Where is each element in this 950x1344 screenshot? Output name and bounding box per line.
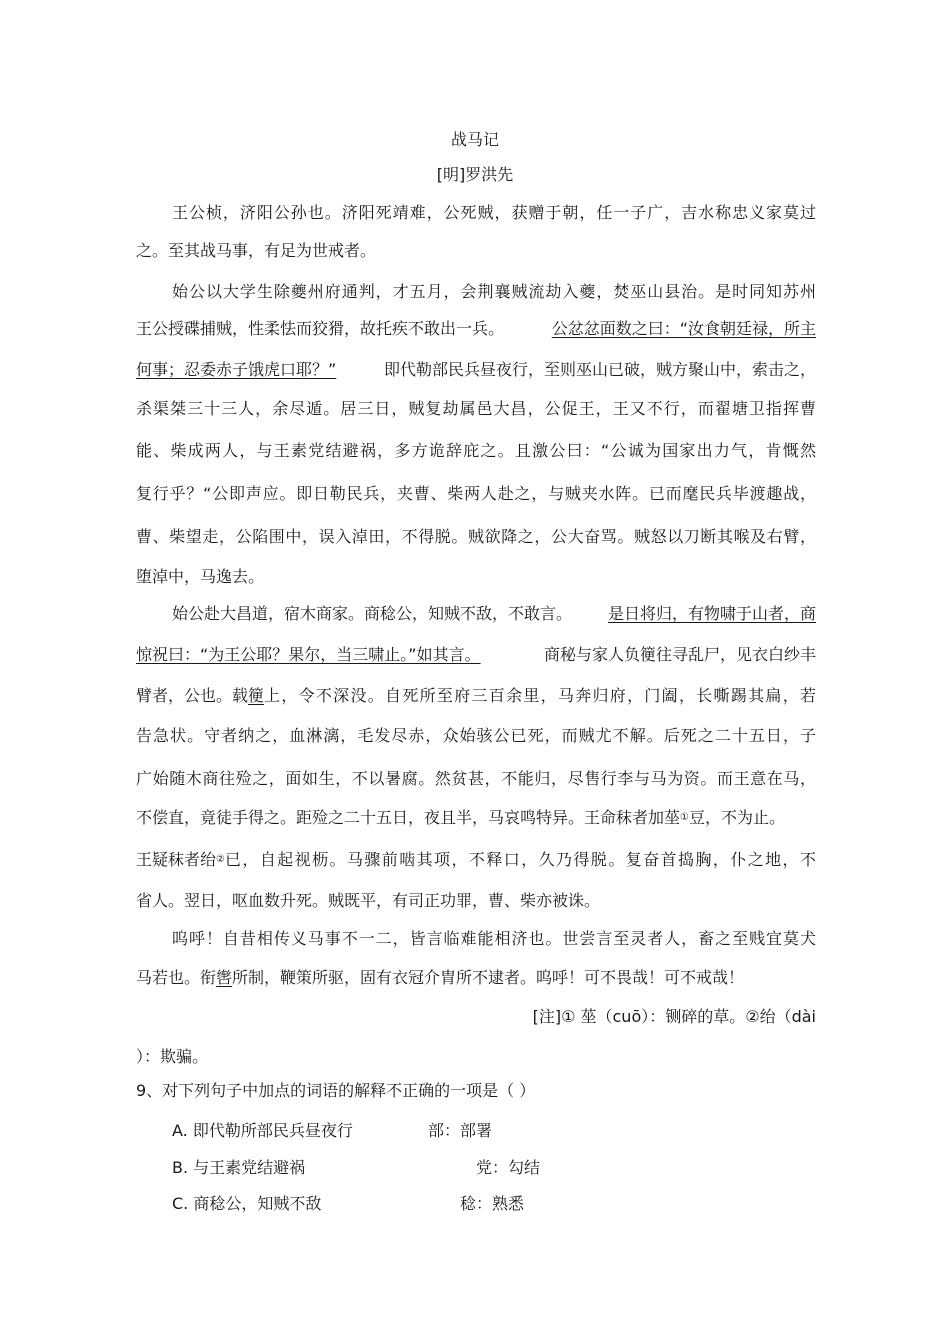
option-a-sentence: A. 即代勒所部民兵昼夜行 — [172, 1121, 353, 1140]
footnote: [注]① 莝（cuō）：铡碎的草。②绐（dài — [532, 1007, 816, 1026]
option-c-gloss: 稔：熟悉 — [460, 1194, 525, 1213]
paragraph-1-line-1: 王公桢，济阳公孙也。济阳死靖难，公死贼，获赠于朝，任一子广，吉水称忠义家莫过 — [172, 203, 816, 222]
underlined-sentence: 公忿忿面数之曰：“汝食朝廷禄，所主 — [551, 319, 816, 338]
paragraph-4-line-1: 呜呼！自昔相传义马事不一二，皆言临难能相济也。世尝言至灵者人，畜之至贱宜莫犬 — [172, 929, 816, 948]
paragraph-4-line-2-text-a: 马若也。衔 — [136, 968, 217, 987]
paragraph-3-line-6 — [136, 807, 816, 829]
paragraph-2-line-2-text: 王公授碟捕贼，性柔怯而狡猾，故托疾不敢出一兵。 — [136, 319, 505, 338]
option-b-sentence: B. 与王素党结避祸 — [172, 1158, 306, 1177]
option-b-gloss: 党：勾结 — [476, 1158, 541, 1177]
paragraph-4-line-2-text-b: 所制，鞭策所驱，固有衣冠介胄所不逮者。呜呼！可不畏哉！可不戒哉！ — [232, 968, 745, 987]
underlined-word: 箯 — [248, 686, 265, 705]
paragraph-2-line-5: 能、柴成两人，与王素党结避祸，多方诡辞庇之。且激公曰：“公诚为国家出力气，肯慨然 — [136, 441, 816, 460]
underlined-sentence: 惊祝曰：“为王公耶？果尔，当三啸止。”如其言。 — [136, 645, 481, 664]
paragraph-4-line-2 — [136, 967, 816, 989]
article-title: 战马记 — [450, 130, 499, 149]
option-a-gloss: 部：部署 — [428, 1121, 493, 1140]
paragraph-3-line-4: 告急状。守者纳之，血淋漓，毛发尽赤，众始骇公已死，而贼尤不解。后死之二十五日，子 — [136, 726, 816, 745]
paragraph-3-line-2-text: 商秘与家人负箯往寻乱尸，见衣白纱丰 — [543, 645, 816, 664]
paragraph-2-line-2 — [136, 318, 816, 340]
question-stem: 9、对下列句子中加点的词语的解释不正确的一项是（ ） — [136, 1081, 536, 1100]
paragraph-3-line-1-text: 始公赴大昌道，宿木商家。商稔公，知贼不敌，不敢言。 — [172, 604, 573, 623]
footnote-marker-2: ② — [216, 854, 225, 865]
option-c-sentence: C. 商稔公，知贼不敌 — [172, 1194, 322, 1213]
paragraph-2-line-6: 复行乎？“公即声应。即日勒民兵，夹曹、柴两人赴之，与贼夹水阵。已而麾民兵毕渡趣战， — [136, 484, 816, 503]
paragraph-3-line-3-text-b: 上，令不深没。自死所至府三百余里，马奔归府，门阖，长嘶踢其扁，若 — [264, 686, 816, 705]
paragraph-3-line-3 — [136, 685, 816, 707]
paragraph-3-line-5: 广始随木商往殓之，面如生，不以暑腐。然贫甚，不能归，尽售行李与马为资。而王意在马， — [136, 769, 816, 788]
paragraph-3-line-3-text-a: 臂者，公也。载 — [136, 686, 249, 705]
paragraph-3-line-1 — [172, 603, 816, 625]
paragraph-3-line-2 — [136, 644, 816, 666]
paragraph-3-line-7-text-a: 王疑秣者绐 — [136, 850, 217, 869]
paragraph-1-line-2: 之。至其战马事，有足为世戒者。 — [136, 241, 377, 260]
paragraph-2-line-3-text: 即代勒部民兵昼夜行，至则巫山已破，贼方聚山中，索击之， — [383, 360, 816, 379]
paragraph-2-line-7: 曹、柴望走，公陷围中，误入淖田，不得脱。贼欲降之，公大奋骂。贼怒以刀断其喉及右臂， — [136, 527, 816, 546]
paragraph-2-line-4: 杀渠桀三十三人，余尽遁。居三日，贼复劫属邑大昌，公促王，王又不行，而翟塘卫指挥曹 — [136, 399, 816, 418]
paragraph-2-line-3 — [136, 359, 816, 381]
paragraph-2-line-8: 堕淖中，马逸去。 — [136, 567, 265, 586]
footnote-continuation: ）：欺骗。 — [136, 1047, 209, 1066]
underlined-sentence: 何事；忍委赤子饿虎口耶？” — [136, 360, 337, 379]
article-author: [明]罗洪先 — [436, 165, 514, 184]
paragraph-2-line-1: 始公以大学生除夔州府通判，才五月，会荆襄贼流劫入夔，焚巫山县治。是时同知苏州 — [172, 282, 816, 301]
paragraph-3-line-6-text-b: 豆，不为止。 — [688, 808, 785, 827]
underlined-sentence: 是日将归，有物啸于山者，商 — [607, 604, 816, 623]
paragraph-3-line-8: 省人。翌日，呕血数升死。贼既平，有司正功罪，曹、柴亦被诛。 — [136, 891, 601, 910]
paragraph-3-line-7-text-b: 已，自起视枥。马骤前啮其项，不释口，久乃得脱。复奋首捣胸，仆之地，不 — [224, 850, 816, 869]
underlined-word: 辔 — [216, 968, 233, 987]
paragraph-3-line-7 — [136, 849, 816, 871]
paragraph-3-line-6-text-a: 不偿直，竟徒手得之。距殓之二十五日，夜且半，马哀鸣特异。王命秣者加莝 — [136, 808, 681, 827]
footnote-marker-1: ① — [680, 812, 689, 823]
